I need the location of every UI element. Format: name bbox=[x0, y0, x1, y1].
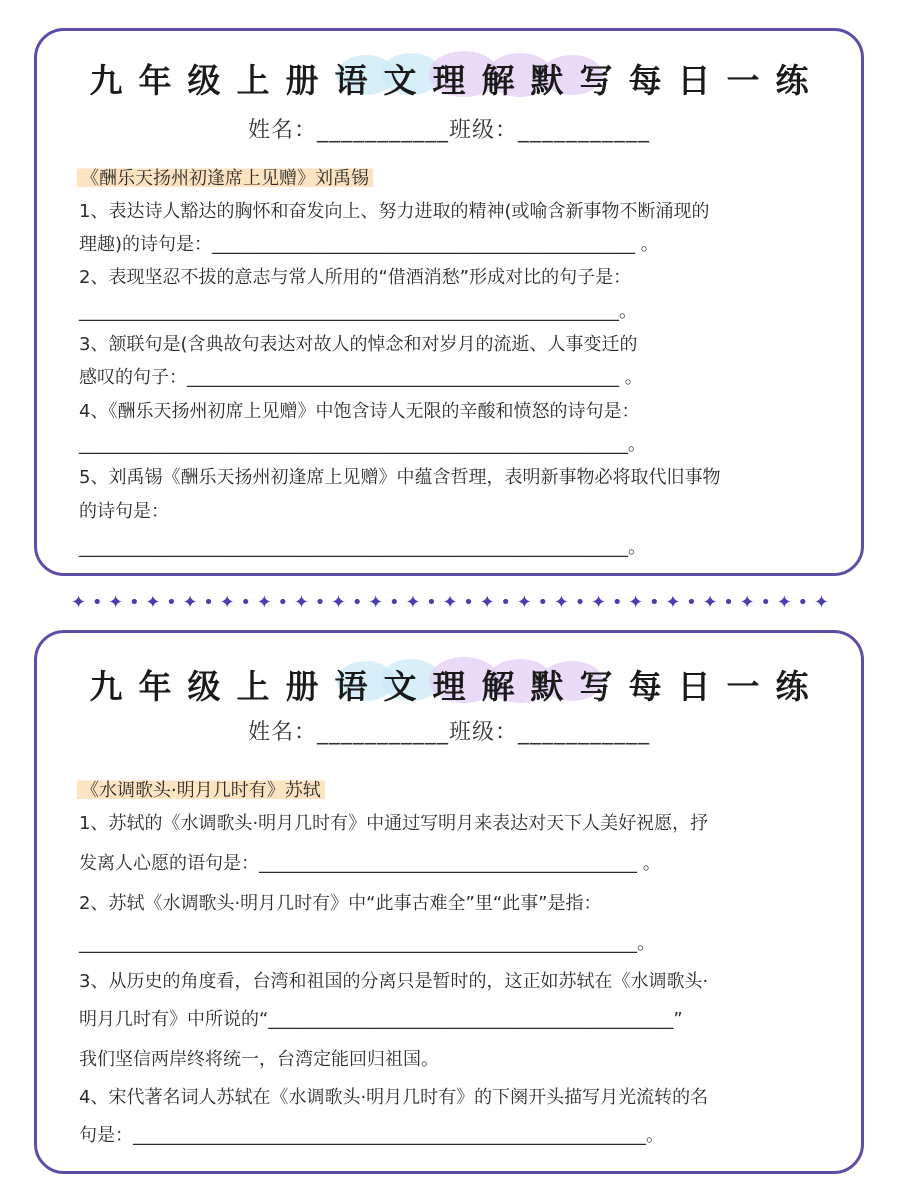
question-line: 1、表达诗人豁达的胸怀和奋发向上、努力进取的精神(或喻含新事物不断涌现的 bbox=[79, 201, 710, 222]
name-class-line: 姓名：___________班级：___________ bbox=[247, 118, 650, 143]
answer-line: _____________________________________________________________。 bbox=[79, 537, 646, 558]
answer-line: 理趣)的诗句是：_______________________________________________ 。 bbox=[79, 234, 659, 255]
worksheet-title: 九年级上册语文理解默写每日一练 bbox=[89, 667, 825, 706]
question-line: 5、刘禹锡《酬乐天扬州初逢席上见赠》中蕴含哲理，表明新事物必将取代旧事物 bbox=[79, 467, 721, 488]
worksheet-card-1 bbox=[34, 28, 864, 576]
answer-line: 句是：_________________________________________________________。 bbox=[79, 1125, 664, 1146]
answer-line: ____________________________________________________________。 bbox=[79, 301, 637, 322]
question-line: 3、颔联句是(含典故句表达对故人的悼念和对岁月的流逝、人事变迁的 bbox=[79, 334, 638, 355]
worksheet-card-2 bbox=[34, 630, 864, 1174]
answer-line: 明月几时有》中所说的“_____________________________________________” bbox=[79, 1009, 683, 1030]
name-class-line: 姓名：___________班级：___________ bbox=[247, 720, 650, 745]
star-divider: ✦ • ✦ • ✦ • ✦ • ✦ • ✦ • ✦ • ✦ • ✦ • ✦ • ✦ • ✦ • ✦ • ✦ • ✦ • ✦ • ✦ • ✦ • ✦ • ✦ • ✦ bbox=[71, 592, 829, 613]
answer-line: 发离人心愿的语句是：__________________________________________ 。 bbox=[79, 853, 661, 874]
answer-line: ______________________________________________________________。 bbox=[79, 933, 655, 954]
answer-line: 感叹的句子：________________________________________________ 。 bbox=[79, 367, 643, 388]
question-line: 2、苏轼《水调歌头·明月几时有》中“此事古难全”里“此事”是指： bbox=[79, 893, 602, 914]
question-line: 4、宋代著名词人苏轼在《水调歌头·明月几时有》的下阕开头描写月光流转的名 bbox=[79, 1087, 709, 1108]
question-line: 我们坚信两岸终将统一，台湾定能回归祖国。 bbox=[79, 1049, 439, 1070]
question-line: 2、表现坚忍不拔的意志与常人所用的“借酒消愁”形成对比的句子是： bbox=[79, 267, 632, 288]
poem-title: 《水调歌头·明月几时有》苏轼 bbox=[77, 775, 325, 803]
question-line: 的诗句是： bbox=[79, 501, 169, 522]
question-line: 4、《酬乐天扬州初席上见赠》中饱含诗人无限的辛酸和愤怒的诗句是： bbox=[79, 401, 640, 422]
answer-line: _____________________________________________________________。 bbox=[79, 434, 646, 455]
poem-title: 《酬乐天扬州初逢席上见赠》刘禹锡 bbox=[77, 163, 373, 191]
question-line: 3、从历史的角度看，台湾和祖国的分离只是暂时的，这正如苏轼在《水调歌头· bbox=[79, 971, 709, 992]
question-line: 1、苏轼的《水调歌头·明月几时有》中通过写明月来表达对天下人美好祝愿，抒 bbox=[79, 813, 709, 834]
worksheet-title: 九年级上册语文理解默写每日一练 bbox=[89, 61, 825, 100]
